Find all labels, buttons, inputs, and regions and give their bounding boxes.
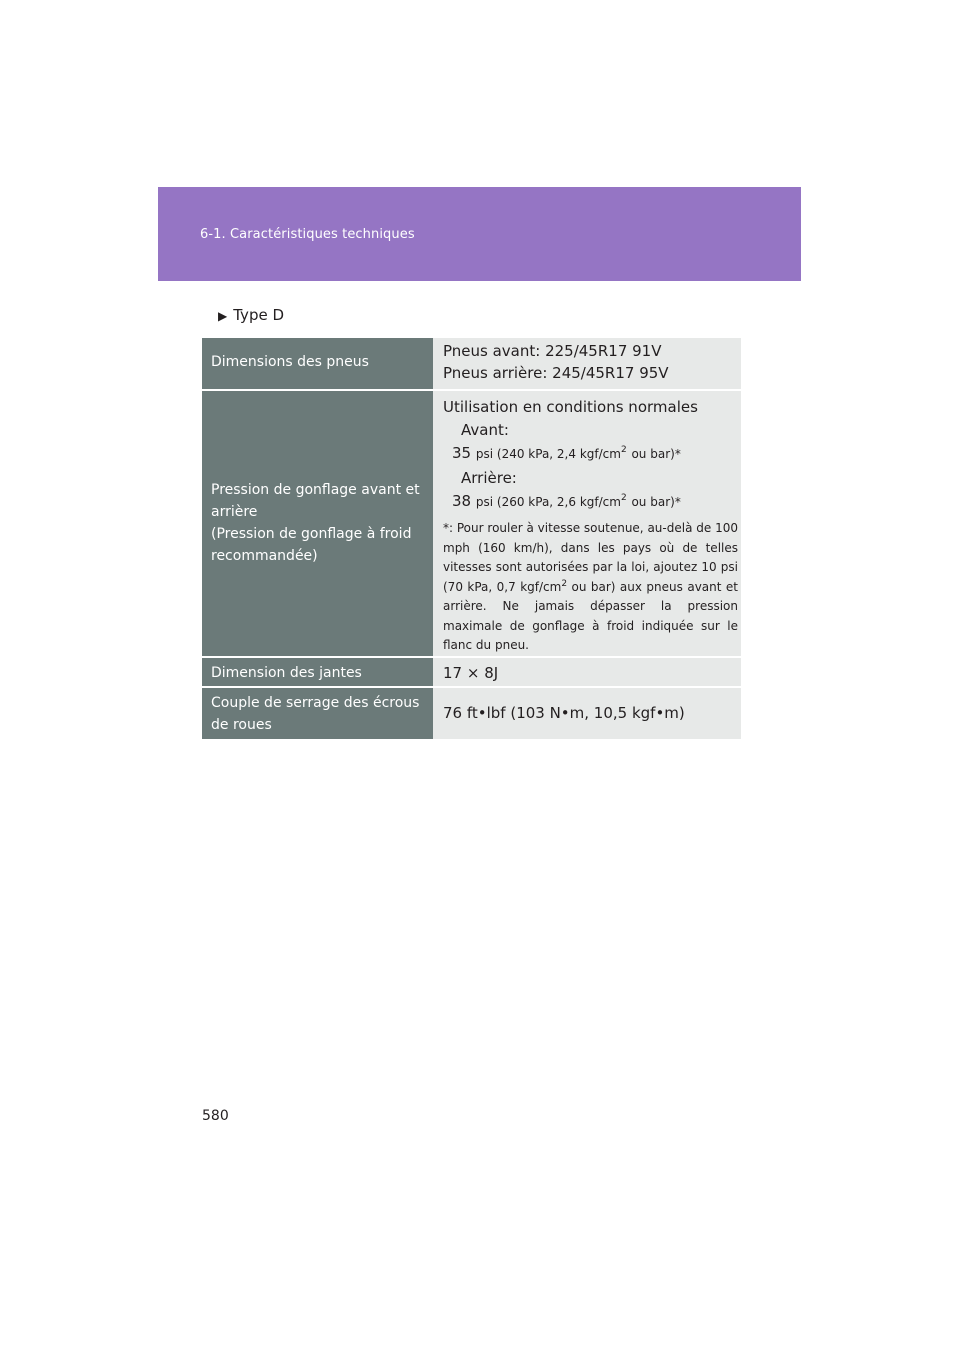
- type-heading: [218, 306, 284, 324]
- table-row-tire-size: [202, 338, 741, 390]
- rear-pressure-value: [443, 490, 739, 513]
- type-heading-label: Type D: [233, 306, 285, 324]
- pressure-footnote: [443, 519, 739, 656]
- tire-size-label: Dimensions des pneus: [202, 338, 433, 390]
- wheel-size-label: Dimension des jantes: [202, 657, 433, 687]
- inflation-label-line-2: arrière: [211, 504, 258, 521]
- section-header-band: [158, 187, 801, 281]
- section-title: 6-1. Caractéristiques techniques: [200, 227, 415, 242]
- inflation-label-line-3: (Pression de gonflage à froid: [211, 526, 412, 543]
- rear-psi: 38: [452, 492, 472, 510]
- inflation-pressure-value: [433, 390, 741, 657]
- front-psi: 35: [452, 444, 472, 462]
- front-pressure-label: Avant:: [461, 421, 509, 439]
- front-end: ou bar)*: [631, 447, 681, 461]
- table-row-wheel-size: [202, 657, 741, 687]
- rear-sup: 2: [620, 493, 627, 503]
- footnote-sup: 2: [561, 578, 568, 589]
- rear-units: psi (260 kPa, 2,6 kgf/cm: [475, 495, 621, 509]
- front-tire-size: Pneus avant: 225/45R17 91V: [443, 342, 662, 360]
- tire-size-value: [433, 338, 741, 390]
- front-pressure-value: [443, 442, 739, 465]
- table-row-inflation-pressure: [202, 390, 741, 657]
- footnote-part-2: ou bar) aux pneus avant et arrière. Ne jamais dépasser la pression maximale de gonflage à froid indiquée sur le flanc du pneu.: [443, 579, 738, 652]
- triangle-arrow-icon: ▶: [218, 309, 228, 323]
- page-number: 580: [202, 1108, 229, 1124]
- lug-nut-torque-value: 76 ft•lbf (103 N•m, 10,5 kgf•m): [433, 687, 741, 739]
- lug-nut-torque-label: Couple de serrage des écrous de roues: [202, 687, 433, 739]
- tire-spec-table: [202, 338, 741, 739]
- rear-end: ou bar)*: [631, 495, 681, 509]
- inflation-label-line-4: recommandée): [211, 548, 318, 565]
- front-units: psi (240 kPa, 2,4 kgf/cm: [475, 447, 621, 461]
- front-sup: 2: [620, 445, 627, 455]
- rear-tire-size: Pneus arrière: 245/45R17 95V: [443, 364, 669, 382]
- wheel-size-value: 17 × 8J: [433, 657, 741, 687]
- normal-conditions-heading: Utilisation en conditions normales: [443, 398, 698, 416]
- rear-pressure-label: Arrière:: [461, 469, 517, 487]
- inflation-pressure-label: [202, 390, 433, 657]
- inflation-label-line-1: Pression de gonflage avant et: [211, 482, 420, 499]
- footnote-part-1: *: Pour rouler à vitesse soutenue, au-delà de 100 mph (160 km/h), dans les pays où de telles vitesses sont autorisées par la loi, ajoutez 10 psi (70 kPa, 0,7 kgf/cm: [443, 521, 738, 594]
- table-row-lug-nut-torque: [202, 687, 741, 739]
